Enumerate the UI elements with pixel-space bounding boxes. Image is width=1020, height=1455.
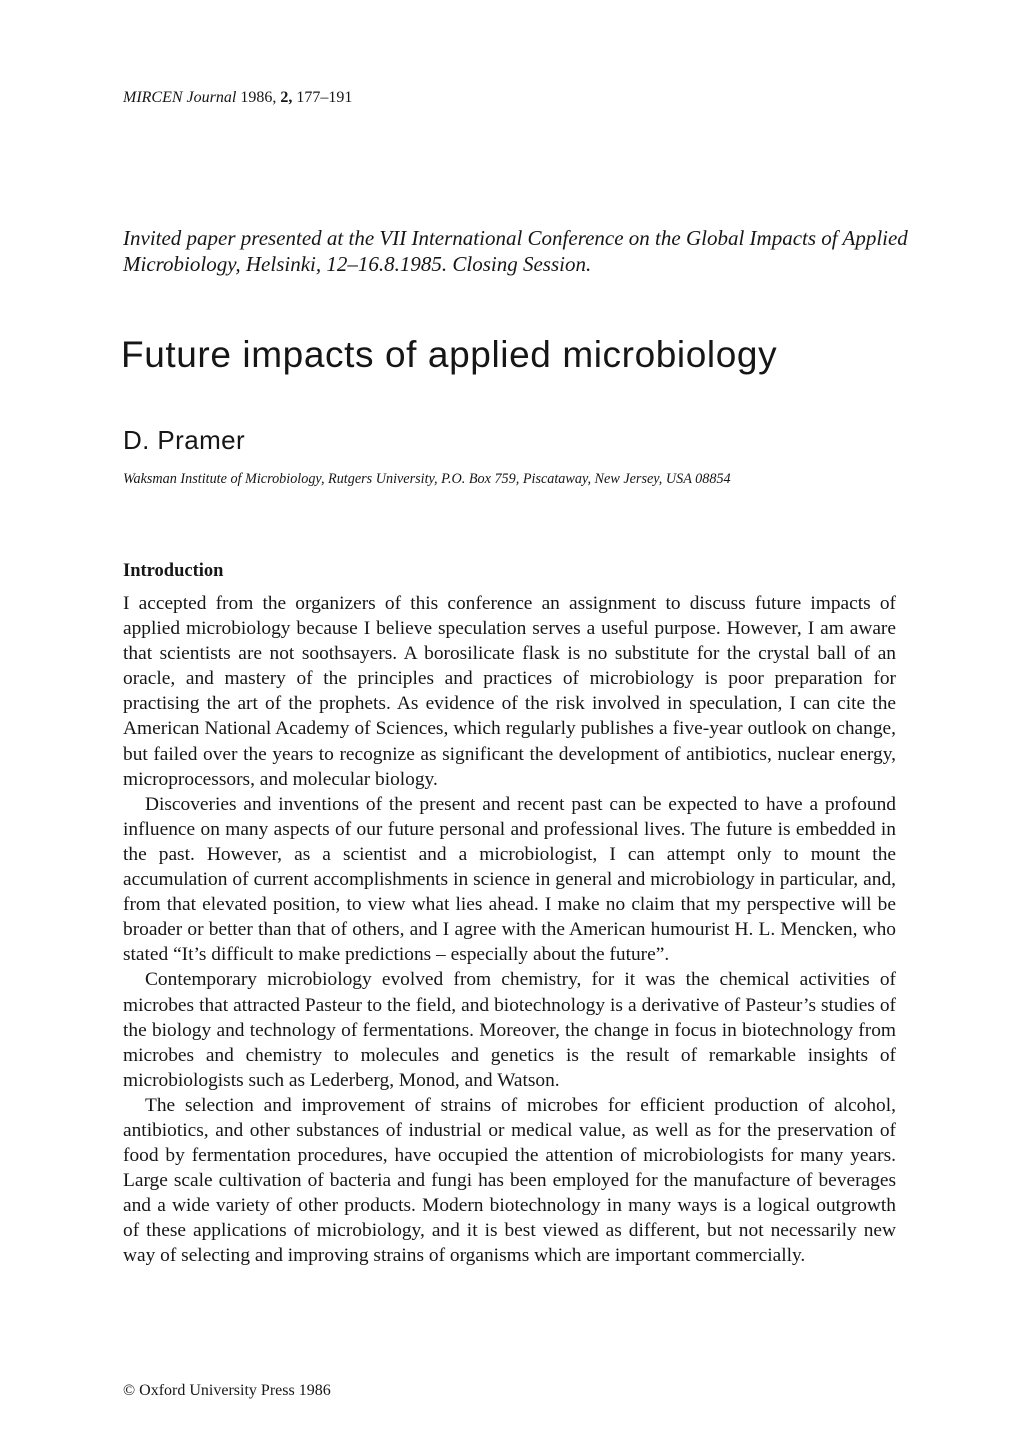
paragraph: I accepted from the organizers of this conference an assignment to discuss future impacts of applied microbiology because I believe speculation serves a useful purpose. However, I am aware that scientists are not soothsayers. A borosilicate flask is no substitute for the crystal ball of an oracle, and mastery of the principles and practices of microbiology is poor preparation for practising the art of the prophets. As evidence of the risk involved in speculation, I can cite the American National Academy of Sciences, which regularly publishes a five-year outlook on change, but failed over the years to recognize as significant the development of antibiotics, nuclear energy, microprocessors, and molecular biology. xyxy=(123,593,896,790)
journal-year: 1986, xyxy=(240,89,277,106)
paragraph: Discoveries and inventions of the present and recent past can be expected to have a profound influence on many aspects of our future personal and professional lives. The future is embedded in the past. However, as a scientist and a microbiologist, I can attempt only to mount the accumulation of current accomplishments in science in general and microbiology in particular, and, from that elevated position, to view what lies ahead. I make no claim that my perspective will be broader or better than that of others, and I agree with the American humourist H. L. Mencken, who stated “It’s difficult to make predictions – especially about the future”. xyxy=(123,793,896,966)
invited-paper-note: Invited paper presented at the VII International Conference on the Global Impacts of Applied Microbiology, Helsinki, 12–16.8.1985. Closing Session. xyxy=(123,226,908,276)
journal-volume: 2, xyxy=(280,89,293,106)
article-title: Future impacts of applied microbiology xyxy=(121,334,778,375)
body-text xyxy=(123,591,896,1269)
journal-pages: 177–191 xyxy=(296,89,353,106)
author-affiliation: Waksman Institute of Microbiology, Rutgers University, P.O. Box 759, Piscataway, New Jersey, USA 08854 xyxy=(123,471,731,487)
paragraph: The selection and improvement of strains of microbes for efficient production of alcohol, antibiotics, and other substances of industrial or medical value, as well as for the preservation of food by fermentation procedures, have occupied the attention of microbiologists for many years. Large scale cultivation of bacteria and fungi has been employed for the manufacture of beverages and a wide variety of other products. Modern biotechnology in many ways is a logical outgrowth of these applications of microbiology, and it is best viewed as different, but not necessarily new way of selecting and improving strains of organisms which are important commercially. xyxy=(123,1094,896,1267)
journal-name: MIRCEN Journal xyxy=(123,89,237,106)
paragraph: Contemporary microbiology evolved from chemistry, for it was the chemical activities of microbes that attracted Pasteur to the field, and biotechnology is a derivative of Pasteur’s studies of the biology and technology of fermentations. Moreover, the change in focus in biotechnology from microbes and chemistry to molecules and genetics is the result of remarkable insights of microbiologists such as Lederberg, Monod, and Watson. xyxy=(123,969,896,1091)
section-heading: Introduction xyxy=(123,561,224,581)
copyright-notice: © Oxford University Press 1986 xyxy=(123,1382,331,1399)
journal-citation xyxy=(123,89,352,107)
author-name: D. Pramer xyxy=(123,425,246,455)
